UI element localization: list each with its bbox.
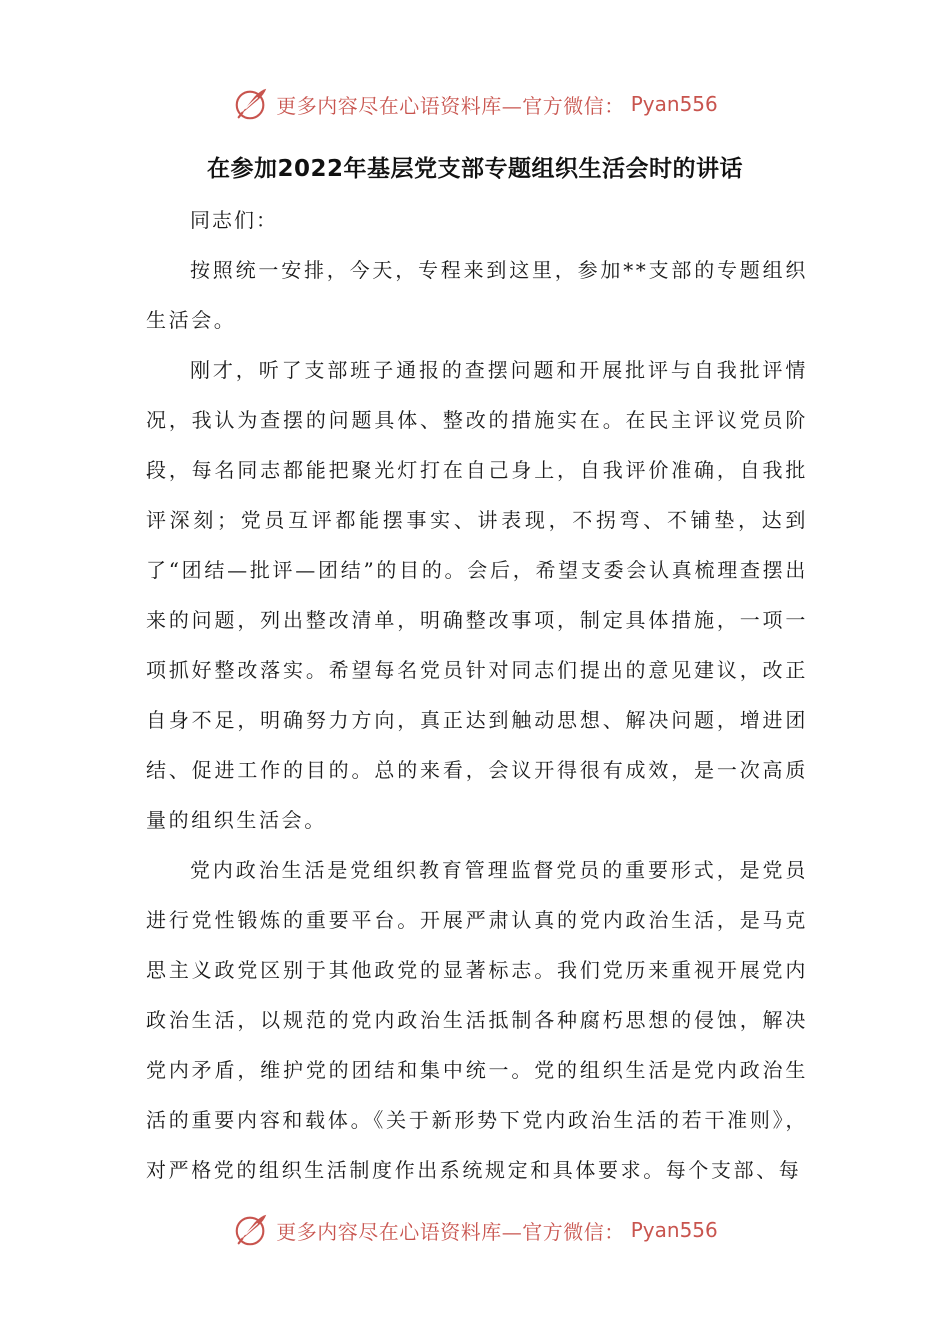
watermark-wechat-id: Pyan556 [630, 92, 718, 116]
quill-pen-logo-icon [232, 85, 270, 123]
paragraph-2: 刚才，听了支部班子通报的查摆问题和开展批评与自我批评情况，我认为查摆的问题具体、整改的措施实在。在民主评议党员阶段，每名同志都能把聚光灯打在自己身上，自我评价准确，自我批评深刻；党员互评都能摆事实、讲表现，不拐弯、不铺垫，达到了“团结—批评—团结”的目的。会后，希望支委会认真梳理查摆出来的问题，列出整改清单，明确整改事项，制定具体措施，一项一项抓好整改落实。希望每名党员针对同志们提出的意见建议，改正自身不足，明确努力方向，真正达到触动思想、解决问题，增进团结、促进工作的目的。总的来看，会议开得很有成效，是一次高质量的组织生活会。 [146, 358, 808, 832]
watermark-wechat-id: Pyan556 [630, 1218, 718, 1242]
paragraph-1: 按照统一安排，今天，专程来到这里，参加**支部的专题组织生活会。 [146, 258, 808, 332]
document-title: 在参加2022年基层党支部专题组织生活会时的讲话 [206, 156, 743, 182]
watermark-text: 更多内容尽在心语资料库—官方微信： [276, 93, 625, 118]
document-body [146, 195, 808, 1195]
watermark-header [0, 82, 950, 126]
salutation: 同志们： [190, 208, 278, 232]
watermark-footer [0, 1208, 950, 1252]
paragraph-3: 党内政治生活是党组织教育管理监督党员的重要形式，是党员进行党性锻炼的重要平台。开展严肃认真的党内政治生活，是马克思主义政党区别于其他政党的显著标志。我们党历来重视开展党内政治生活，以规范的党内政治生活抵制各种腐朽思想的侵蚀，解决党内矛盾，维护党的团结和集中统一。党的组织生活是党内政治生活的重要内容和载体。《关于新形势下党内政治生活的若干准则》，对严格党的组织生活制度作出系统规定和具体要求。每个支部、每 [146, 858, 808, 1182]
quill-pen-logo-icon [232, 1211, 270, 1249]
watermark-text: 更多内容尽在心语资料库—官方微信： [276, 1219, 625, 1244]
